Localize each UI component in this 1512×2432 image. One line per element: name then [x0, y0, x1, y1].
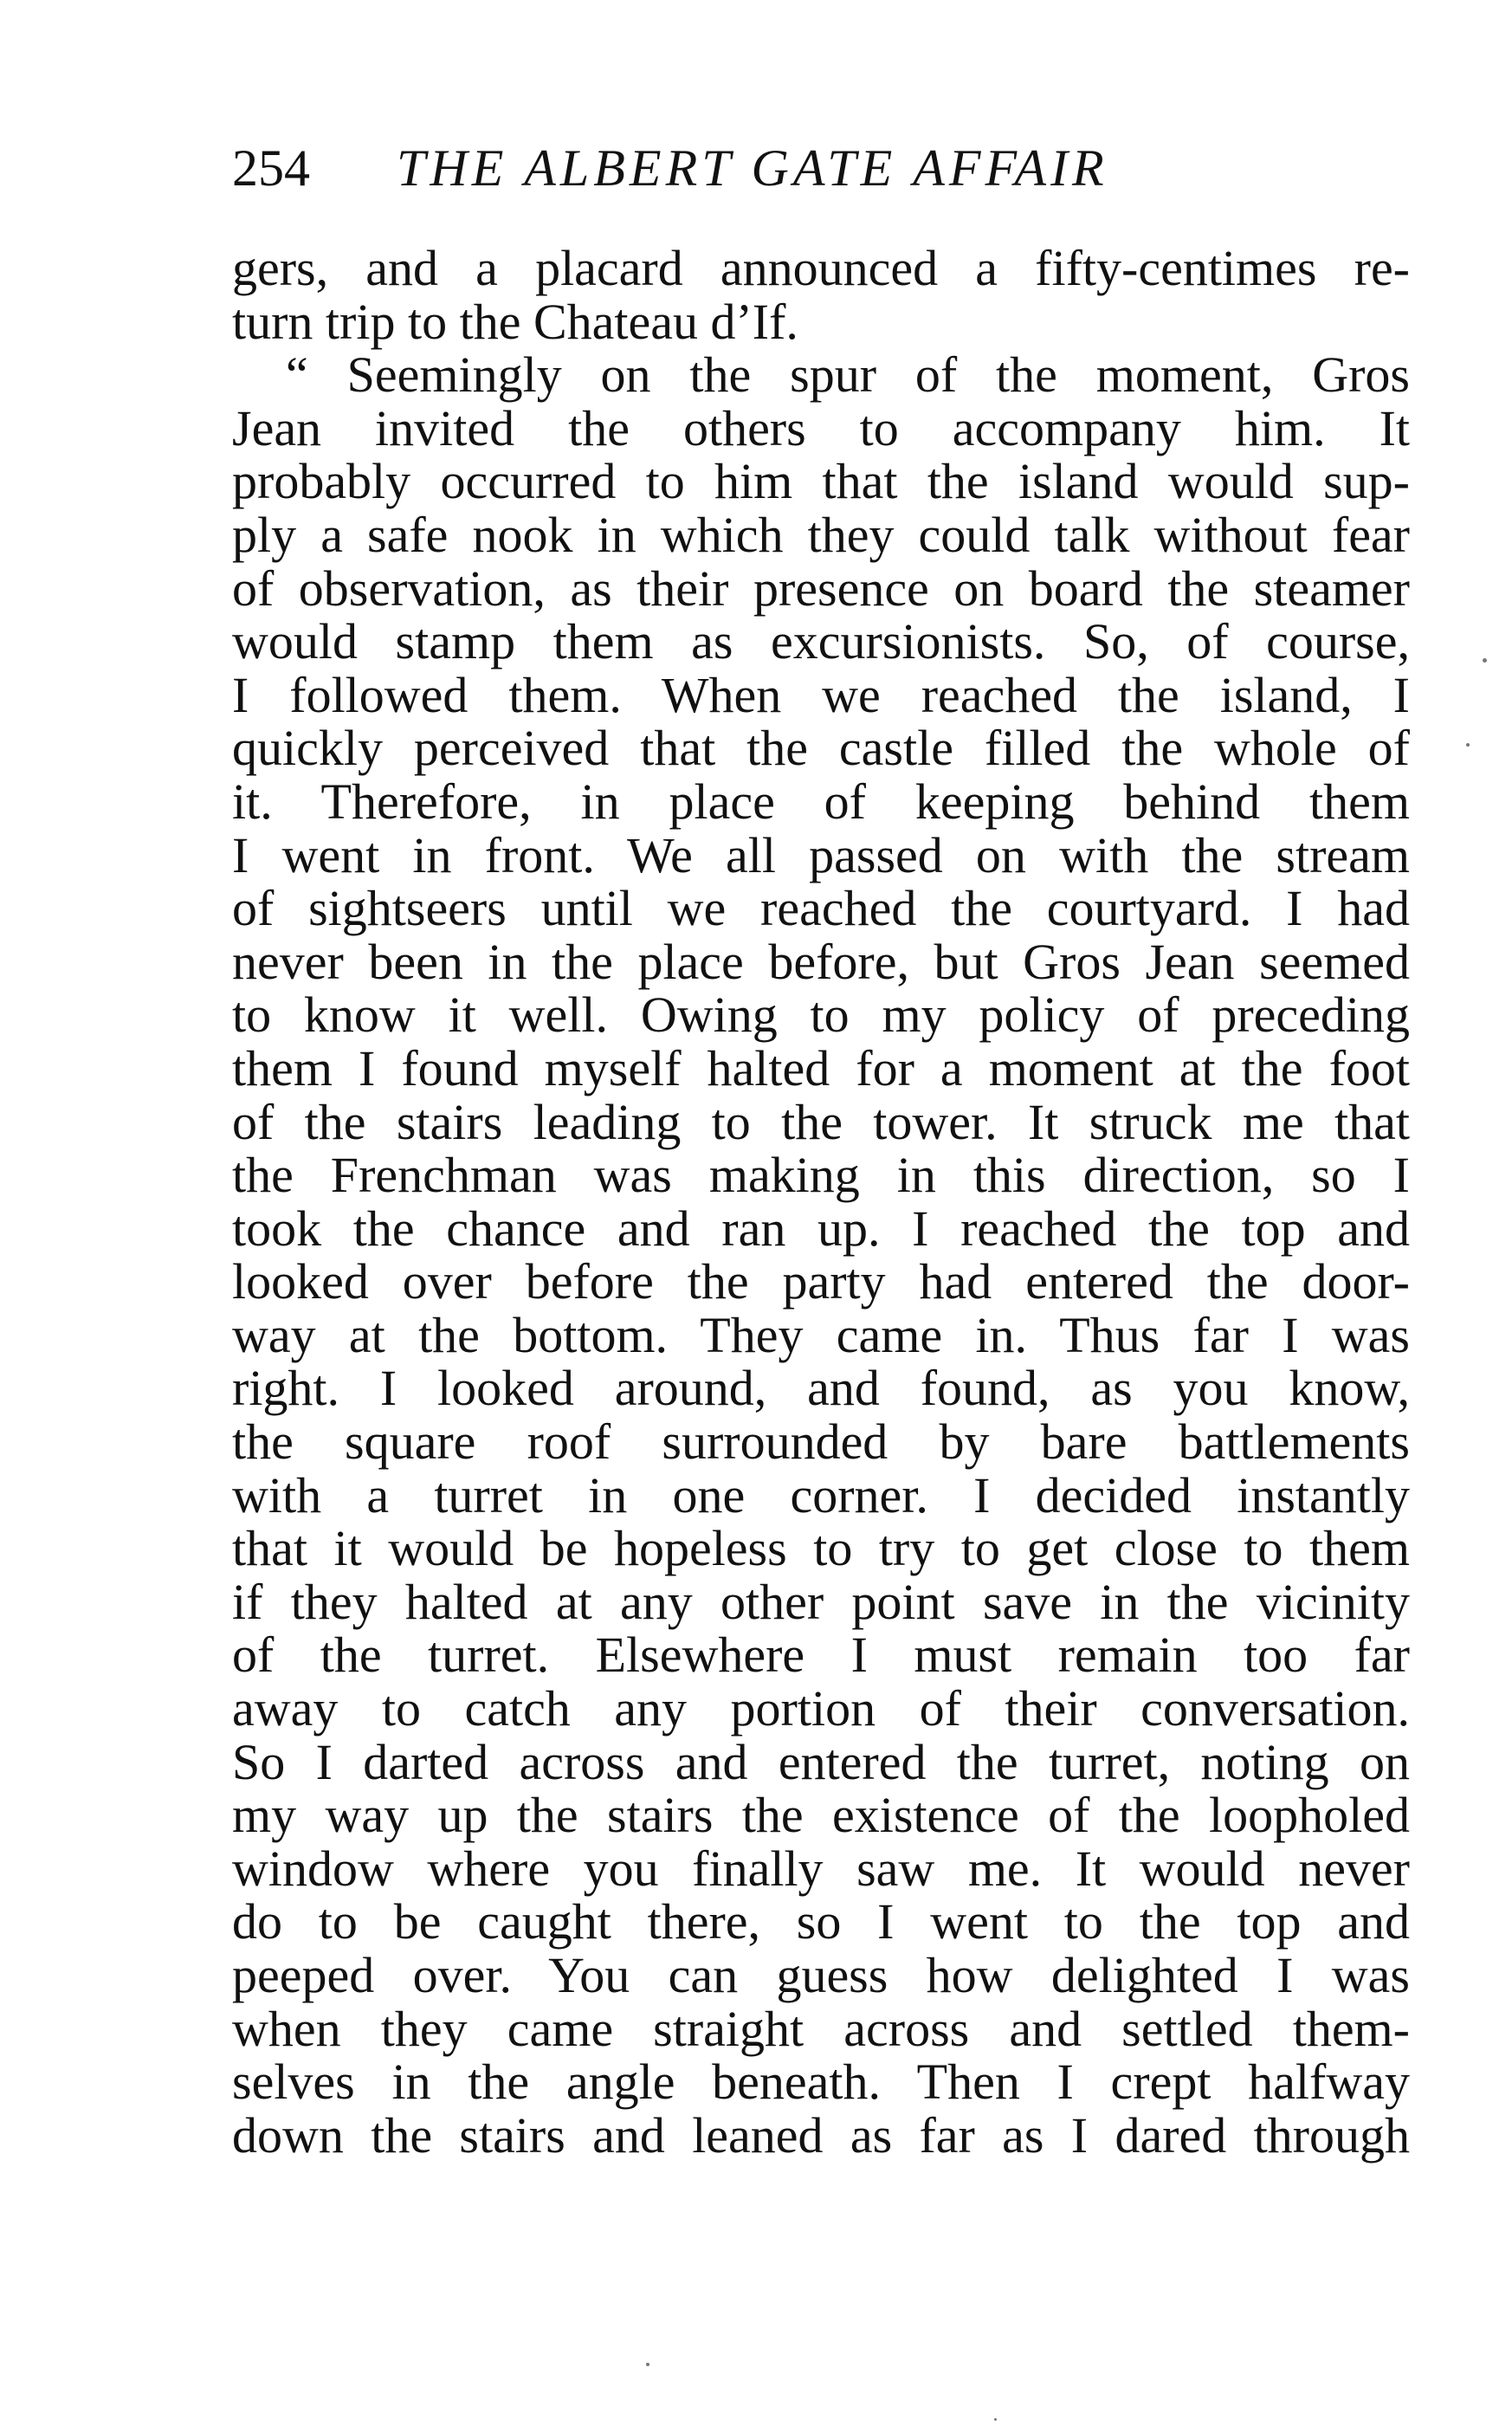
text-line: of sightseers until we reached the courtyard. I had: [232, 880, 1410, 937]
text-line: window where you finally saw me. It would never: [232, 1840, 1410, 1897]
text-line: the square roof surrounded by bare battlements: [232, 1413, 1410, 1471]
text-line: never been in the place before, but Gros Jean seemed: [232, 933, 1410, 990]
text-line: would stamp them as excursionists. So, of course,: [232, 613, 1410, 670]
text-line: I went in front. We all passed on with the stream: [232, 826, 1410, 883]
text-line: of the turret. Elsewhere I must remain too far: [232, 1627, 1410, 1684]
text-line: Jean invited the others to accompany him. It: [232, 399, 1410, 456]
text-line: peeped over. You can guess how delighted I was: [232, 1947, 1410, 2003]
text-line: my way up the stairs the existence of the loopholed: [232, 1787, 1410, 1844]
text-line: down the stairs and leaned as far as I dared through: [232, 2106, 1410, 2164]
text-line: “ Seemingly on the spur of the moment, Gros: [286, 346, 1410, 404]
text-line: looked over before the party had entered the door-: [232, 1253, 1410, 1310]
text-line: I followed them. When we reached the island, I: [232, 666, 1410, 723]
paper-speck: [994, 2418, 997, 2421]
text-line: of observation, as their presence on board the steamer: [232, 559, 1410, 617]
text-line: selves in the angle beneath. Then I crept halfway: [232, 2054, 1410, 2111]
text-line: the Frenchman was making in this direction, so I: [232, 1147, 1410, 1204]
paper-speck: [646, 2363, 649, 2366]
text-line: when they came straight across and settled them-: [232, 2000, 1410, 2057]
running-head: [232, 133, 1410, 203]
text-line: them I found myself halted for a moment at the foot: [232, 1039, 1410, 1096]
text-line: do to be caught there, so I went to the top and: [232, 1893, 1410, 1950]
text-line: took the chance and ran up. I reached the top and: [232, 1200, 1410, 1257]
text-line: right. I looked around, and found, as you know,: [232, 1360, 1410, 1417]
text-line: it. Therefore, in place of keeping behind them: [232, 773, 1410, 830]
paper-speck: [1466, 743, 1470, 747]
text-line: with a turret in one corner. I decided instantly: [232, 1466, 1410, 1523]
text-line: that it would be hopeless to try to get close to them: [232, 1520, 1410, 1577]
page-number: 254: [232, 139, 310, 197]
text-line: if they halted at any other point save in the vicinity: [232, 1573, 1410, 1630]
text-line: gers, and a placard announced a fifty-centimes re-: [232, 240, 1410, 296]
text-line: probably occurred to him that the island would sup-: [232, 453, 1410, 510]
text-line: to know it well. Owing to my policy of preceding: [232, 986, 1410, 1044]
paper-speck: [1483, 658, 1487, 663]
text-line: ply a safe nook in which they could talk without fear: [232, 506, 1410, 563]
text-line: way at the bottom. They came in. Thus far I was: [232, 1306, 1410, 1363]
text-line: turn trip to the Chateau d’If.: [232, 293, 798, 350]
text-line: quickly perceived that the castle filled the whole of: [232, 720, 1410, 777]
text-line: away to catch any portion of their conversation.: [232, 1680, 1410, 1737]
body-text: [232, 242, 1410, 2162]
text-line: So I darted across and entered the turret, noting on: [232, 1733, 1410, 1790]
text-line: of the stairs leading to the tower. It struck me that: [232, 1093, 1410, 1150]
running-title: THE ALBERT GATE AFFAIR: [397, 139, 1108, 197]
